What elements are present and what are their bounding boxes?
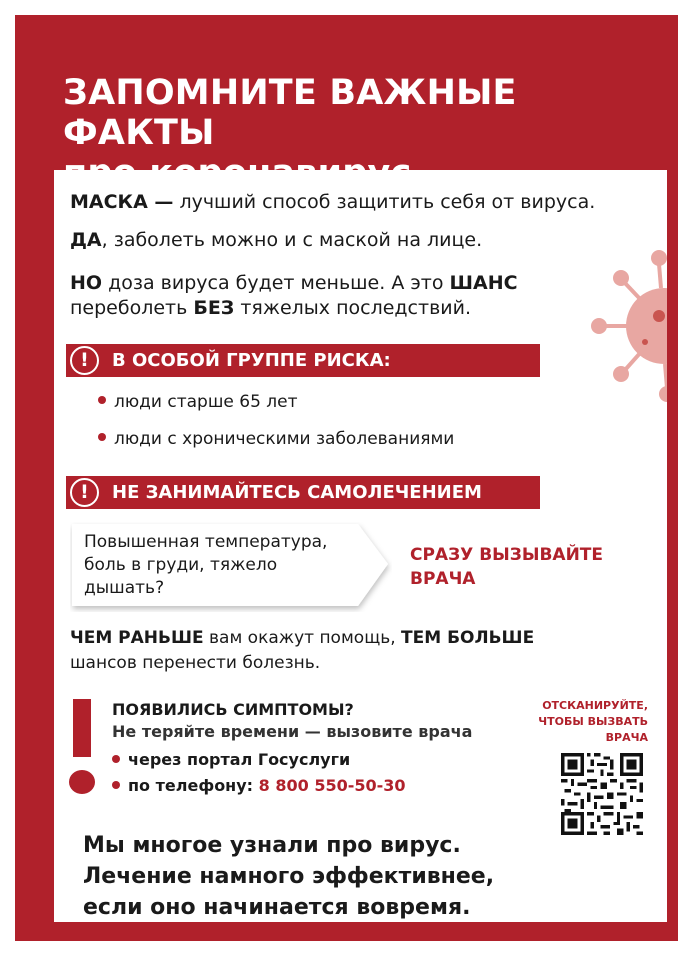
intro-but-line: НО доза вируса будет меньше. А это ШАНС bbox=[70, 272, 518, 294]
title-line-1: ЗАПОМНИТЕ ВАЖНЫЕ ФАКТЫ bbox=[63, 73, 517, 153]
poster-frame bbox=[15, 15, 678, 941]
scan-caption: ОТСКАНИРУЙТЕ, ЧТОБЫ ВЫЗВАТЬ ВРАЧА bbox=[538, 699, 648, 744]
exclamation-icon: ! bbox=[70, 346, 99, 375]
phone-number[interactable]: 8 800 550-50-30 bbox=[258, 776, 406, 795]
bullet-dot bbox=[112, 755, 120, 763]
exclamation-icon bbox=[69, 699, 97, 797]
call-doctor-now: СРАЗУ ВЫЗЫВАЙТЕ ВРАЧА bbox=[410, 545, 604, 589]
intro-without-line: переболеть БЕЗ тяжелых последствий. bbox=[70, 297, 471, 319]
intro-mask-line: МАСКА — лучший способ защитить себя от вируса. bbox=[70, 191, 596, 213]
bullet-dot bbox=[98, 396, 106, 404]
content-panel bbox=[54, 170, 667, 922]
symptoms-callout bbox=[70, 522, 392, 612]
risk-group-heading: ! В ОСОБОЙ ГРУППЕ РИСКА: bbox=[66, 344, 540, 377]
list-item: по телефону: 8 800 550-50-30 bbox=[112, 775, 406, 797]
bullet-dot bbox=[98, 433, 106, 441]
no-self-treatment-heading: ! НЕ ЗАНИМАЙТЕСЬ САМОЛЕЧЕНИЕМ bbox=[66, 476, 540, 509]
list-item: люди с хроническими заболеваниями bbox=[98, 428, 454, 450]
list-item: через портал Госуслуги bbox=[112, 749, 350, 771]
earlier-help-line-2: шансов перенести болезнь. bbox=[70, 653, 321, 673]
virus-icon bbox=[569, 240, 667, 410]
intro-yes-line: ДА, заболеть можно и с маской на лице. bbox=[70, 229, 483, 251]
list-item: люди старше 65 лет bbox=[98, 391, 298, 413]
qr-code-icon[interactable] bbox=[561, 753, 643, 835]
bullet-dot bbox=[112, 781, 120, 789]
earlier-help-line-1: ЧЕМ РАНЬШЕ вам окажут помощь, ТЕМ БОЛЬШЕ bbox=[70, 628, 535, 648]
symptoms-question: Повышенная температура, боль в груди, тяжело дышать? bbox=[84, 532, 328, 598]
exclamation-icon: ! bbox=[70, 478, 99, 507]
closing-message: Мы многое узнали про вирус. Лечение намного эффективнее, если оно начинается вовремя. bbox=[83, 833, 495, 920]
symptoms-heading: ПОЯВИЛИСЬ СИМПТОМЫ? bbox=[112, 700, 354, 719]
symptoms-subheading: Не теряйте времени — вызовите врача bbox=[112, 722, 473, 741]
